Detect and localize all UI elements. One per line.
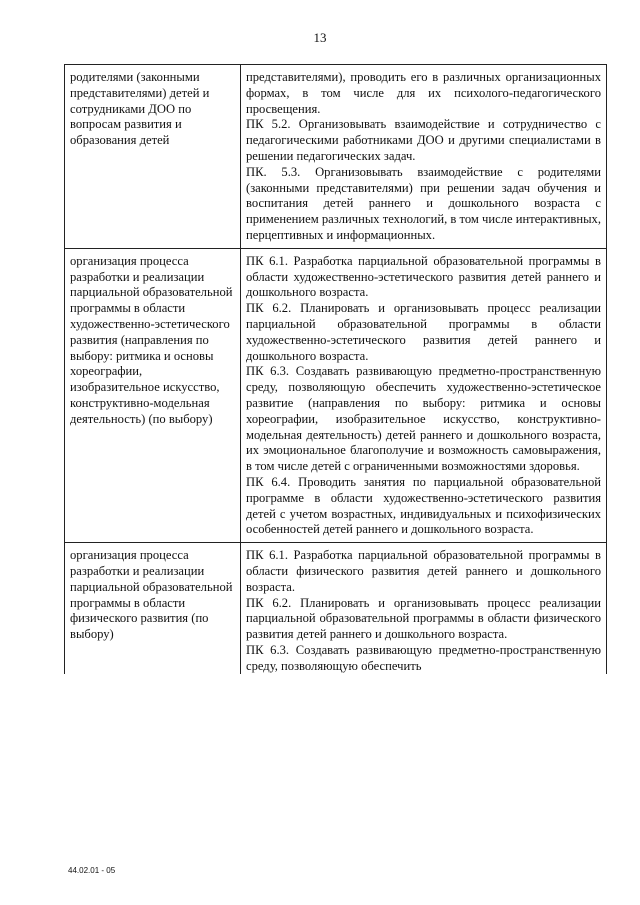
competency-paragraph: ПК 6.4. Проводить занятия по парциальной образовательной программе в области художественно-эстетического развития детей с учетом возрастных, индивидуальных и психофизических особенностей детей раннего и дошкольного возраста.: [246, 474, 601, 537]
table-row: [65, 543, 607, 675]
competency-paragraph: ПК 6.1. Разработка парциальной образовательной программы в области физического развития детей раннего и дошкольного возраста.: [246, 548, 601, 594]
competency-paragraph: ПК. 5.3. Организовывать взаимодействие с родителями (законными представителями) при решении задач обучения и воспитания детей раннего и дошкольного возраста с применением различных технологий, в том числе интерактивных, перцептивных и информационных.: [246, 164, 601, 242]
competency-paragraph: представителями), проводить его в различных организационных формах, в том числе для их психолого-педагогического просвещения.: [246, 70, 601, 116]
competency-paragraph: ПК 6.2. Планировать и организовывать процесс реализации парциальной образовательной программы в области художественно-эстетического развития детей раннего и дошкольного возраста.: [246, 301, 601, 363]
table-row: [65, 65, 607, 249]
activity-cell: организация процесса разработки и реализации парциальной образовательной программы в области физического развития (по выбору): [65, 543, 241, 675]
activity-cell: организация процесса разработки и реализации парциальной образовательной программы в области художественно-эстетического развития (направления по выбору: ритмика и основы хореографии, изобразительное искусство, конструктивно-модельная деятельность) (по выбору): [65, 248, 241, 542]
competencies-cell: [241, 543, 607, 675]
competency-paragraph: ПК 6.1. Разработка парциальной образовательной программы в области художественно-эстетического развития детей раннего и дошкольного возраста.: [246, 253, 601, 300]
competencies-cell: [241, 65, 607, 249]
competencies-cell: [241, 248, 607, 542]
competency-paragraph: ПК 6.3. Создавать развивающую предметно-пространственную среду, позволяющую обеспечить: [246, 642, 601, 673]
table-row: [65, 248, 607, 542]
competency-paragraph: ПК 5.2. Организовывать взаимодействие и сотрудничество с педагогическими работниками ДОО и другими специалистами в решении педагогических задач.: [246, 117, 601, 163]
activity-cell: родителями (законными представителями) детей и сотрудниками ДОО по вопросам развития и образования детей: [65, 65, 241, 249]
page-number: 13: [313, 30, 327, 45]
competencies-table: [64, 64, 607, 674]
document-code: 44.02.01 - 05: [68, 866, 116, 875]
competency-paragraph: ПК 6.2. Планировать и организовывать процесс реализации парциальной образовательной программы в области физического развития детей раннего и дошкольного возраста.: [246, 595, 601, 642]
competency-paragraph: ПК 6.3. Создавать развивающую предметно-пространственную среду, позволяющую обеспечить художественно-эстетическое развитие (направления по выбору: ритмика и основы хореографии, изобразительное искусство, конструктивно-модельная деятельность) детей раннего и дошкольного возраста, их эмоциональное благополучие и возможность самовыражения, в том числе детей с ограниченными возможностями здоровья.: [246, 364, 601, 474]
